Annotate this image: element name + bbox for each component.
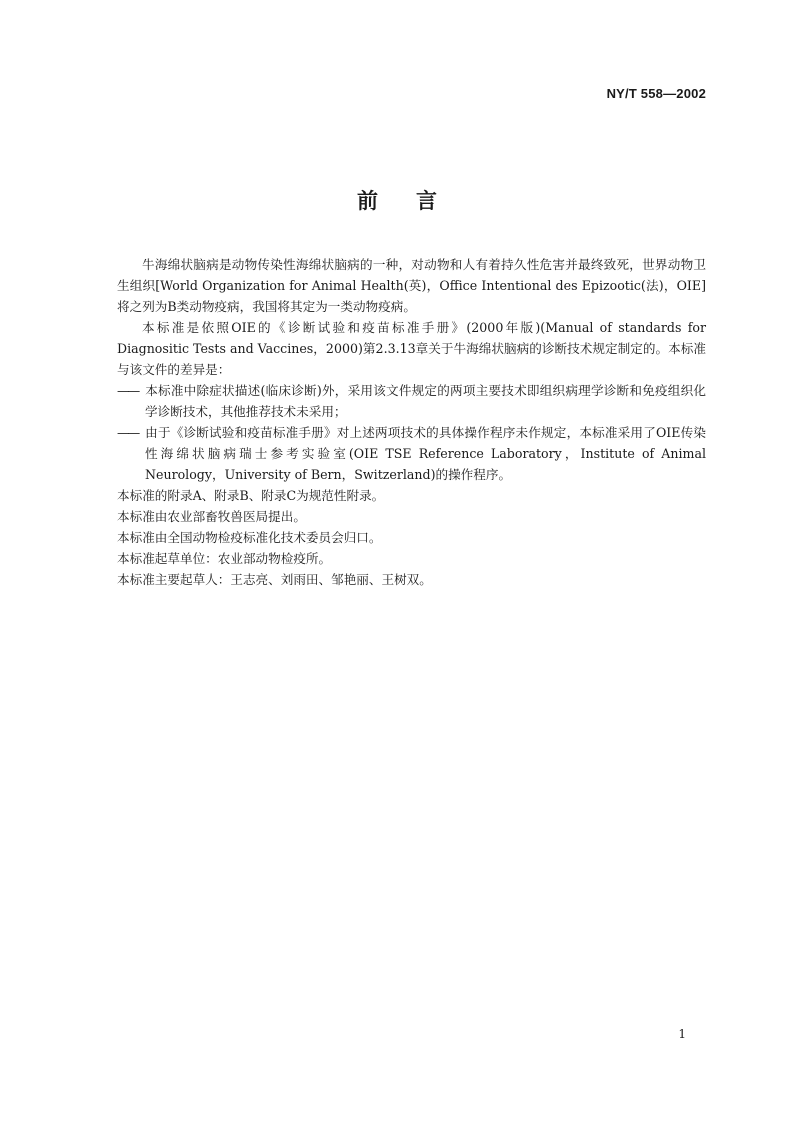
page-title: 前言 [357,189,475,213]
paragraph-appendix: 本标准的附录A、附录B、附录C为规范性附录。 [117,488,385,503]
dash-marker: —— [117,425,139,440]
difference-item-2-text: 由于《诊断试验和疫苗标准手册》对上述两项技术的具体操作程序未作规定，本标准采用了OIE传染性海绵状脑病瑞士参考实验室(OIE TSE Reference Laboratory，Institute of Animal Neurology，University of Bern，Switzerland)的操作程序。 [145,425,706,482]
paragraph-intro: 牛海绵状脑病是动物传染性海绵状脑病的一种，对动物和人有着持久性危害并最终致死，世界动物卫生组织[World Organization for Animal Health(英)，Office Intentional des Epizootic(法)，OIE]将之列为B类动物疫病，我国将其定为一类动物疫病。 [117,257,706,314]
paragraph-committee: 本标准由全国动物检疫标准化技术委员会归口。 [117,530,382,545]
difference-item-1 [117,380,706,422]
foreword-body [117,254,706,590]
paragraph-basis: 本标准是依照OIE的《诊断试验和疫苗标准手册》(2000年版)(Manual of standards for Diagnositic Tests and Vaccines，2000)第2.3.13章关于牛海绵状脑病的诊断技术规定制定的。本标准与该文件的差异是： [117,320,706,377]
page-number: 1 [678,1027,686,1041]
paragraph-drafters: 本标准主要起草人：王志亮、刘雨田、邹艳丽、王树双。 [117,572,432,587]
difference-item-1-text: 本标准中除症状描述(临床诊断)外，采用该文件规定的两项主要技术即组织病理学诊断和免疫组织化学诊断技术，其他推荐技术未采用； [145,383,706,419]
paragraph-drafting-unit: 本标准起草单位：农业部动物检疫所。 [117,551,332,566]
dash-marker: —— [117,383,139,398]
difference-item-2 [117,422,706,485]
standard-code: NY/T 558—2002 [606,86,706,101]
paragraph-proposer: 本标准由农业部畜牧兽医局提出。 [117,509,306,524]
